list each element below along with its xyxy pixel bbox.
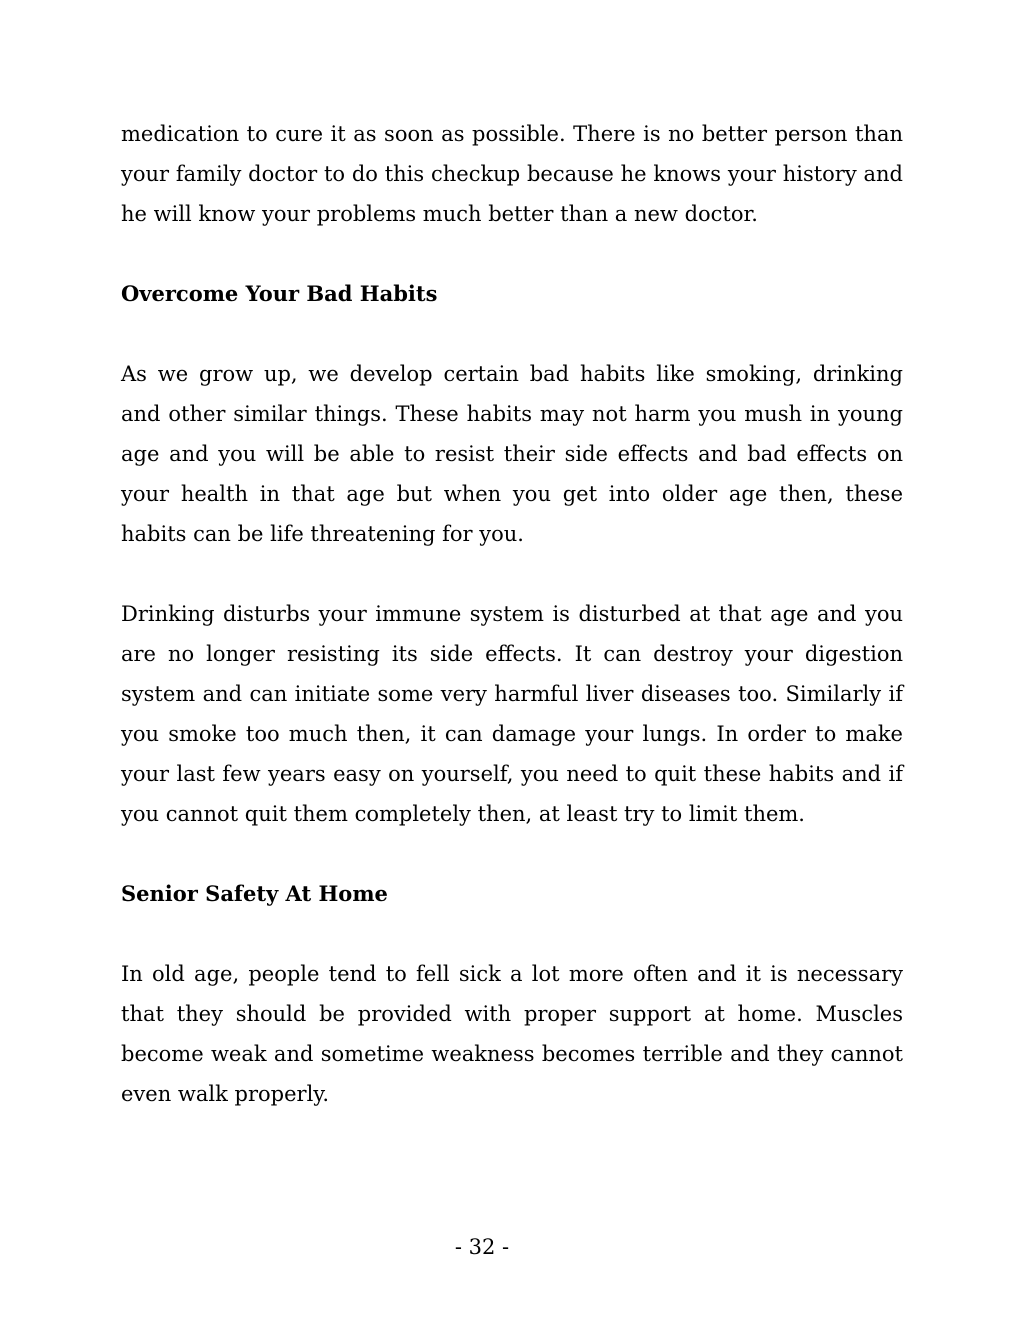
section-heading: Overcome Your Bad Habits xyxy=(121,281,438,306)
body-paragraph: As we grow up, we develop certain bad habits like smoking, drinking and other similar things. These habits may not harm you mush in young age and you will be able to resist their side effects and bad effects on your health in that age but when you get into older age then, these habits can be life threatening for you. xyxy=(121,362,903,546)
body-paragraph: In old age, people tend to fell sick a lot more often and it is necessary that they should be provided with proper support at home. Muscles become weak and sometime weakness becomes terrible and they cannot even walk properly. xyxy=(121,962,903,1106)
section-heading: Senior Safety At Home xyxy=(121,881,388,906)
paragraph-spacer xyxy=(121,314,903,354)
paragraph-spacer xyxy=(121,834,903,874)
page-content xyxy=(121,114,903,1114)
paragraph-spacer xyxy=(121,914,903,954)
page-number: - 32 - xyxy=(454,1235,510,1259)
paragraph-spacer xyxy=(121,234,903,274)
body-paragraph: Drinking disturbs your immune system is disturbed at that age and you are no longer resisting its side effects. It can destroy your digestion system and can initiate some very harmful liver diseases too. Similarly if you smoke too much then, it can damage your lungs. In order to make your last few years easy on yourself, you need to quit these habits and if you cannot quit them completely then, at least try to limit them. xyxy=(121,602,903,826)
body-paragraph: medication to cure it as soon as possible. There is no better person than your family doctor to do this checkup because he knows your history and he will know your problems much better than a new doctor. xyxy=(121,122,903,226)
paragraph-spacer xyxy=(121,554,903,594)
